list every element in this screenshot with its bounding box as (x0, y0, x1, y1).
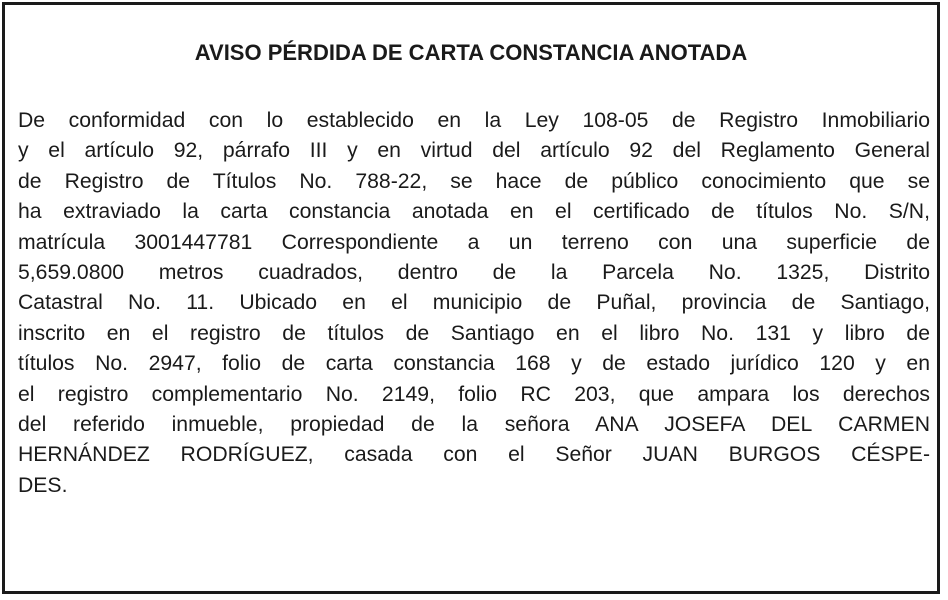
legal-notice-box (2, 2, 940, 594)
notice-line-1: De conformidad con lo establecido en la Ley 108-05 de Registro Inmobiliario (18, 109, 930, 132)
notice-line-7: Catastral No. 11. Ubicado en el municipio de Puñal, provincia de Santiago, (18, 291, 930, 315)
notice-line-2: y el artículo 92, párrafo III y en virtud del artículo 92 del Reglamento General (18, 139, 930, 163)
notice-line-4: ha extraviado la carta constancia anotada en el certificado de títulos No. S/N, (18, 200, 930, 224)
notice-body (18, 106, 930, 501)
notice-line-6: 5,659.0800 metros cuadrados, dentro de la Parcela No. 1325, Distrito (18, 261, 930, 285)
notice-line-5: matrícula 3001447781 Correspondiente a un terreno con una superficie de (18, 230, 930, 254)
notice-line-12: HERNÁNDEZ RODRÍGUEZ, casada con el Señor JUAN BURGOS CÉSPE- (18, 443, 930, 467)
notice-line-11: del referido inmueble, propiedad de la señora ANA JOSEFA DEL CARMEN (18, 413, 930, 437)
notice-title: AVISO PÉRDIDA DE CARTA CONSTANCIA ANOTADA (194, 40, 748, 65)
notice-line-13: DES. (18, 473, 68, 497)
notice-line-9: títulos No. 2947, folio de carta constancia 168 y de estado jurídico 120 y en (18, 352, 930, 376)
notice-line-10: el registro complementario No. 2149, folio RC 203, que ampara los derechos (18, 382, 930, 406)
notice-line-3: de Registro de Títulos No. 788-22, se hace de público conocimiento que se (18, 169, 930, 193)
notice-line-8: inscrito en el registro de títulos de Santiago en el libro No. 131 y libro de (18, 321, 930, 345)
